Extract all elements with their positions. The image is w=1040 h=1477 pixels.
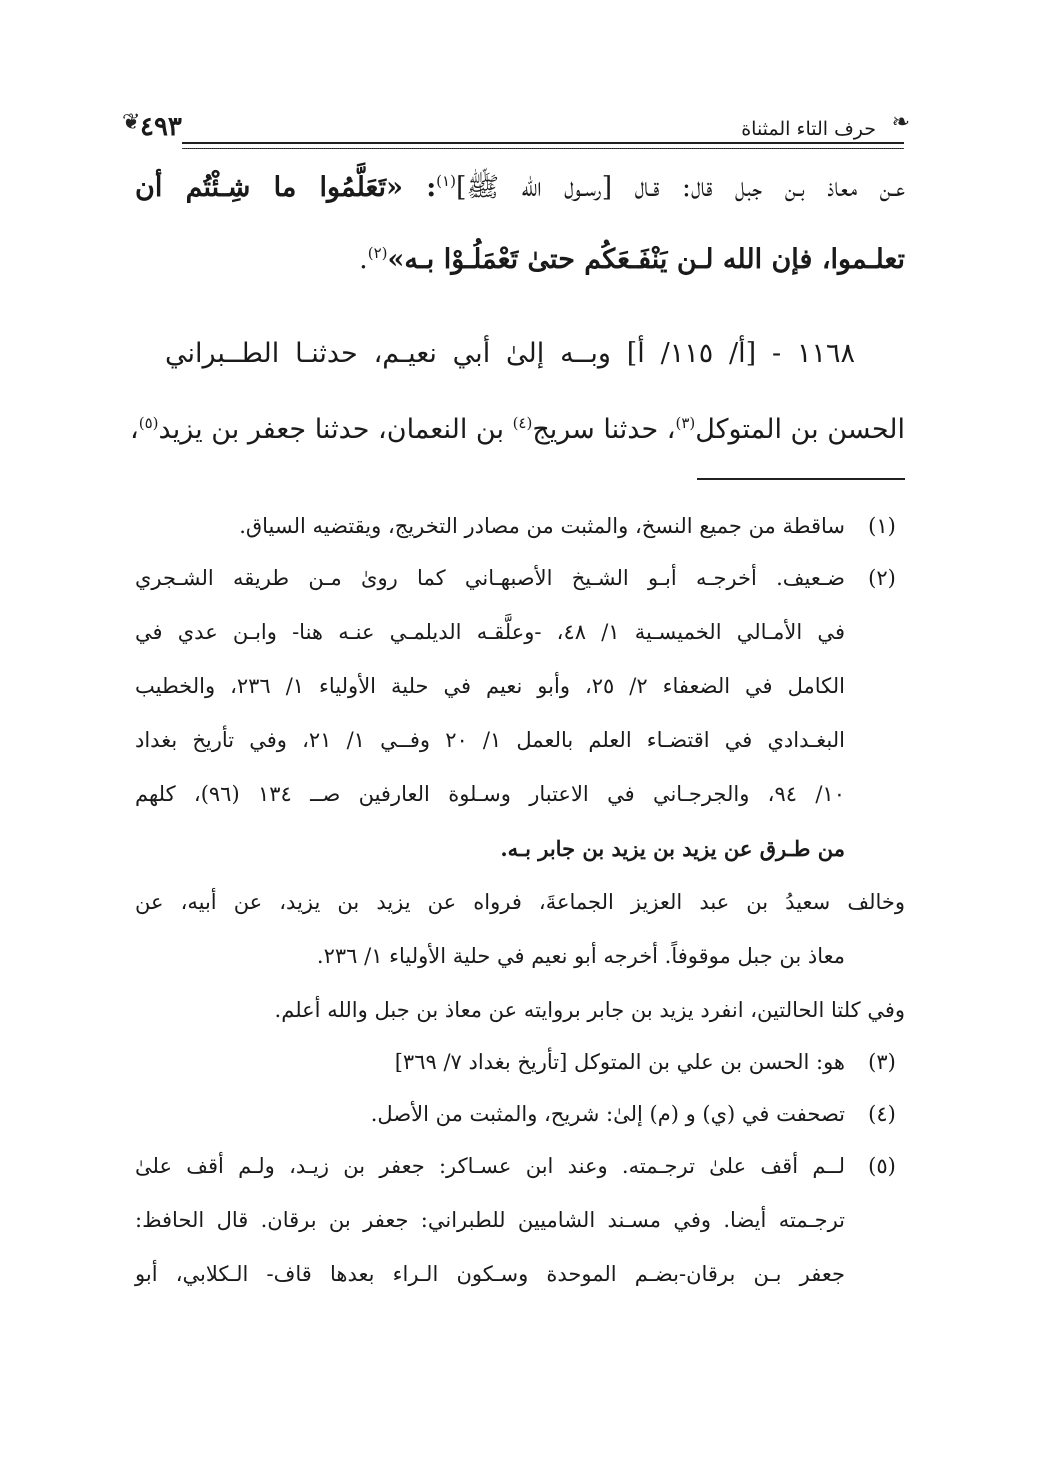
footnote-2-text-3: الكامل في الضعفاء ٢/ ٢٥، وأبو نعيم في حلية الأولياء ١/ ٢٣٦، والخطيب xyxy=(135,674,845,698)
ornament-left-icon: ❦ xyxy=(122,110,141,135)
footnote-divider xyxy=(697,478,905,480)
main-line4-c: بن النعمان، حدثنا جعفر بن يزيد xyxy=(158,414,513,445)
footnote-5-line-1 xyxy=(135,1154,905,1186)
footnote-5-number: (٥) xyxy=(868,1154,896,1178)
footnote-2-line-5 xyxy=(135,782,905,814)
footnote-ref-5: (٥) xyxy=(138,414,159,432)
hadith-number-line: ١١٦٨ - [أ/ ١١٥/ أ] وبــه إلىٰ أبي نعيـم، حدثنـا الطــبراني xyxy=(165,338,855,369)
chapter-title: حرف التاء المثناة xyxy=(741,118,876,140)
footnote-ref-3: (٣) xyxy=(675,414,696,432)
main-line2-end: . xyxy=(359,244,368,275)
footnote-4-number: (٤) xyxy=(868,1102,896,1126)
footnote-5-line-2 xyxy=(135,1208,905,1240)
footnote-ref-4: (٤) xyxy=(512,414,533,432)
footnote-3 xyxy=(135,1050,905,1082)
footnote-5-text-2: ترجـمته أيضا. وفي مسـند الشاميين للطبراني: جعفر بن برقان. قال الحافظ: xyxy=(135,1208,845,1232)
footnote-2-line-1 xyxy=(135,566,905,598)
footnote-2-text-4: البغـدادي في اقتضـاء العلم بالعمل ١/ ٢٠ وفــي ١/ ٢١، وفي تأريخ بغداد xyxy=(135,728,845,752)
main-line1-text: عـن معاذ بـن جبل قال: قـال [رسـول الله ﷺ] xyxy=(455,172,905,203)
footnote-2-para2-text-2: معاذ بن جبل موقوفاً. أخرجه أبو نعيم في حلية الأولياء ١/ ٢٣٦. xyxy=(316,944,845,968)
footnote-2-text-6: من طـرق عن يزيد بن يزيد بن جابر بـه. xyxy=(500,836,845,861)
footnote-2-text-2: في الأمـالي الخميسـية ١/ ٤٨، -وعلَّقـه الديلمـي عنـه هنا- وابـن عدي في xyxy=(135,620,845,644)
footnote-1-text: ساقطة من جميع النسخ، والمثبت من مصادر التخريج، ويقتضيه السياق. xyxy=(239,514,845,538)
footnote-1-number: (١) xyxy=(868,514,896,538)
footnote-2-line-2 xyxy=(135,620,905,652)
main-text-line-2 xyxy=(135,244,905,275)
footnote-3-number: (٣) xyxy=(868,1050,896,1074)
main-line4-b: ، حدثنا سريج xyxy=(532,414,676,445)
footnote-2-text-1: ضـعيف. أخرجـه أبـو الشـيخ الأصبهـاني كما روىٰ مـن طريقه الشـجري xyxy=(135,566,845,590)
footnote-2-line-6 xyxy=(135,836,905,868)
hadith-quote-end: تعلـموا، فإن الله لـن يَنْفَـعَكُم حتىٰ تَعْمَلُـوْا بـه» xyxy=(387,244,905,275)
footnote-3-text: هو: الحسن بن علي بن المتوكل [تأريخ بغداد ٧/ ٣٦٩] xyxy=(394,1050,845,1074)
main-line4-a: الحسن بن المتوكل xyxy=(695,414,905,445)
footnote-2-text-5: ١٠/ ٩٤، والجرجـاني في الاعتبار وسـلوة العارفين صــ ١٣٤ (٩٦)، كلهم xyxy=(135,782,845,806)
footnote-5-text-3: جعفر بـن برقان-بضـم الموحدة وسـكون الـراء بعدها قاف- الـكلابي، أبو xyxy=(135,1262,845,1286)
main-text-line-1 xyxy=(135,170,905,210)
main-text-line-4 xyxy=(130,414,905,445)
footnote-2-para2-text-1: وخالف سعيدُ بن عبد العزيز الجماعةَ، فرواه عن يزيد بن يزيد، عن أبيه، عن xyxy=(135,890,905,914)
footnote-ref-2: (٢) xyxy=(367,244,388,262)
footnote-2-line-3 xyxy=(135,674,905,706)
footnote-2-para2-line-2 xyxy=(135,944,905,976)
footnote-4-text: تصحفت في (ي) و (م) إلىٰ: شريح، والمثبت من الأصل. xyxy=(370,1102,845,1126)
footnote-5-line-3 xyxy=(135,1262,905,1294)
main-text-line-3 xyxy=(165,338,855,369)
page-number: ٤٩٣ xyxy=(140,112,182,142)
footnote-2-para2-line-1 xyxy=(135,890,905,922)
main-line4-d: ، xyxy=(130,414,139,445)
footnote-2-line-4 xyxy=(135,728,905,760)
header-rule-dotted xyxy=(182,148,904,149)
footnote-2-para3 xyxy=(135,998,905,1030)
footnote-2-number: (٢) xyxy=(868,566,896,590)
footnote-ref-1: (١) xyxy=(436,172,456,190)
footnote-1 xyxy=(135,514,905,546)
running-header xyxy=(122,104,910,148)
footnote-5-text-1: لــم أقف علىٰ ترجـمته. وعند ابن عسـاكر: جعفر بن زيـد، ولـم أقف علىٰ xyxy=(135,1154,845,1178)
footnote-4 xyxy=(135,1102,905,1134)
ornament-right-icon: ❧ xyxy=(891,110,910,135)
footnote-2-para3-text: وفي كلتا الحالتين، انفرد يزيد بن جابر بروايته عن معاذ بن جبل والله أعلم. xyxy=(274,998,905,1022)
hadith-quote-start: : «تَعَلَّمُوا ما شِـئْتُم أن xyxy=(135,172,437,203)
